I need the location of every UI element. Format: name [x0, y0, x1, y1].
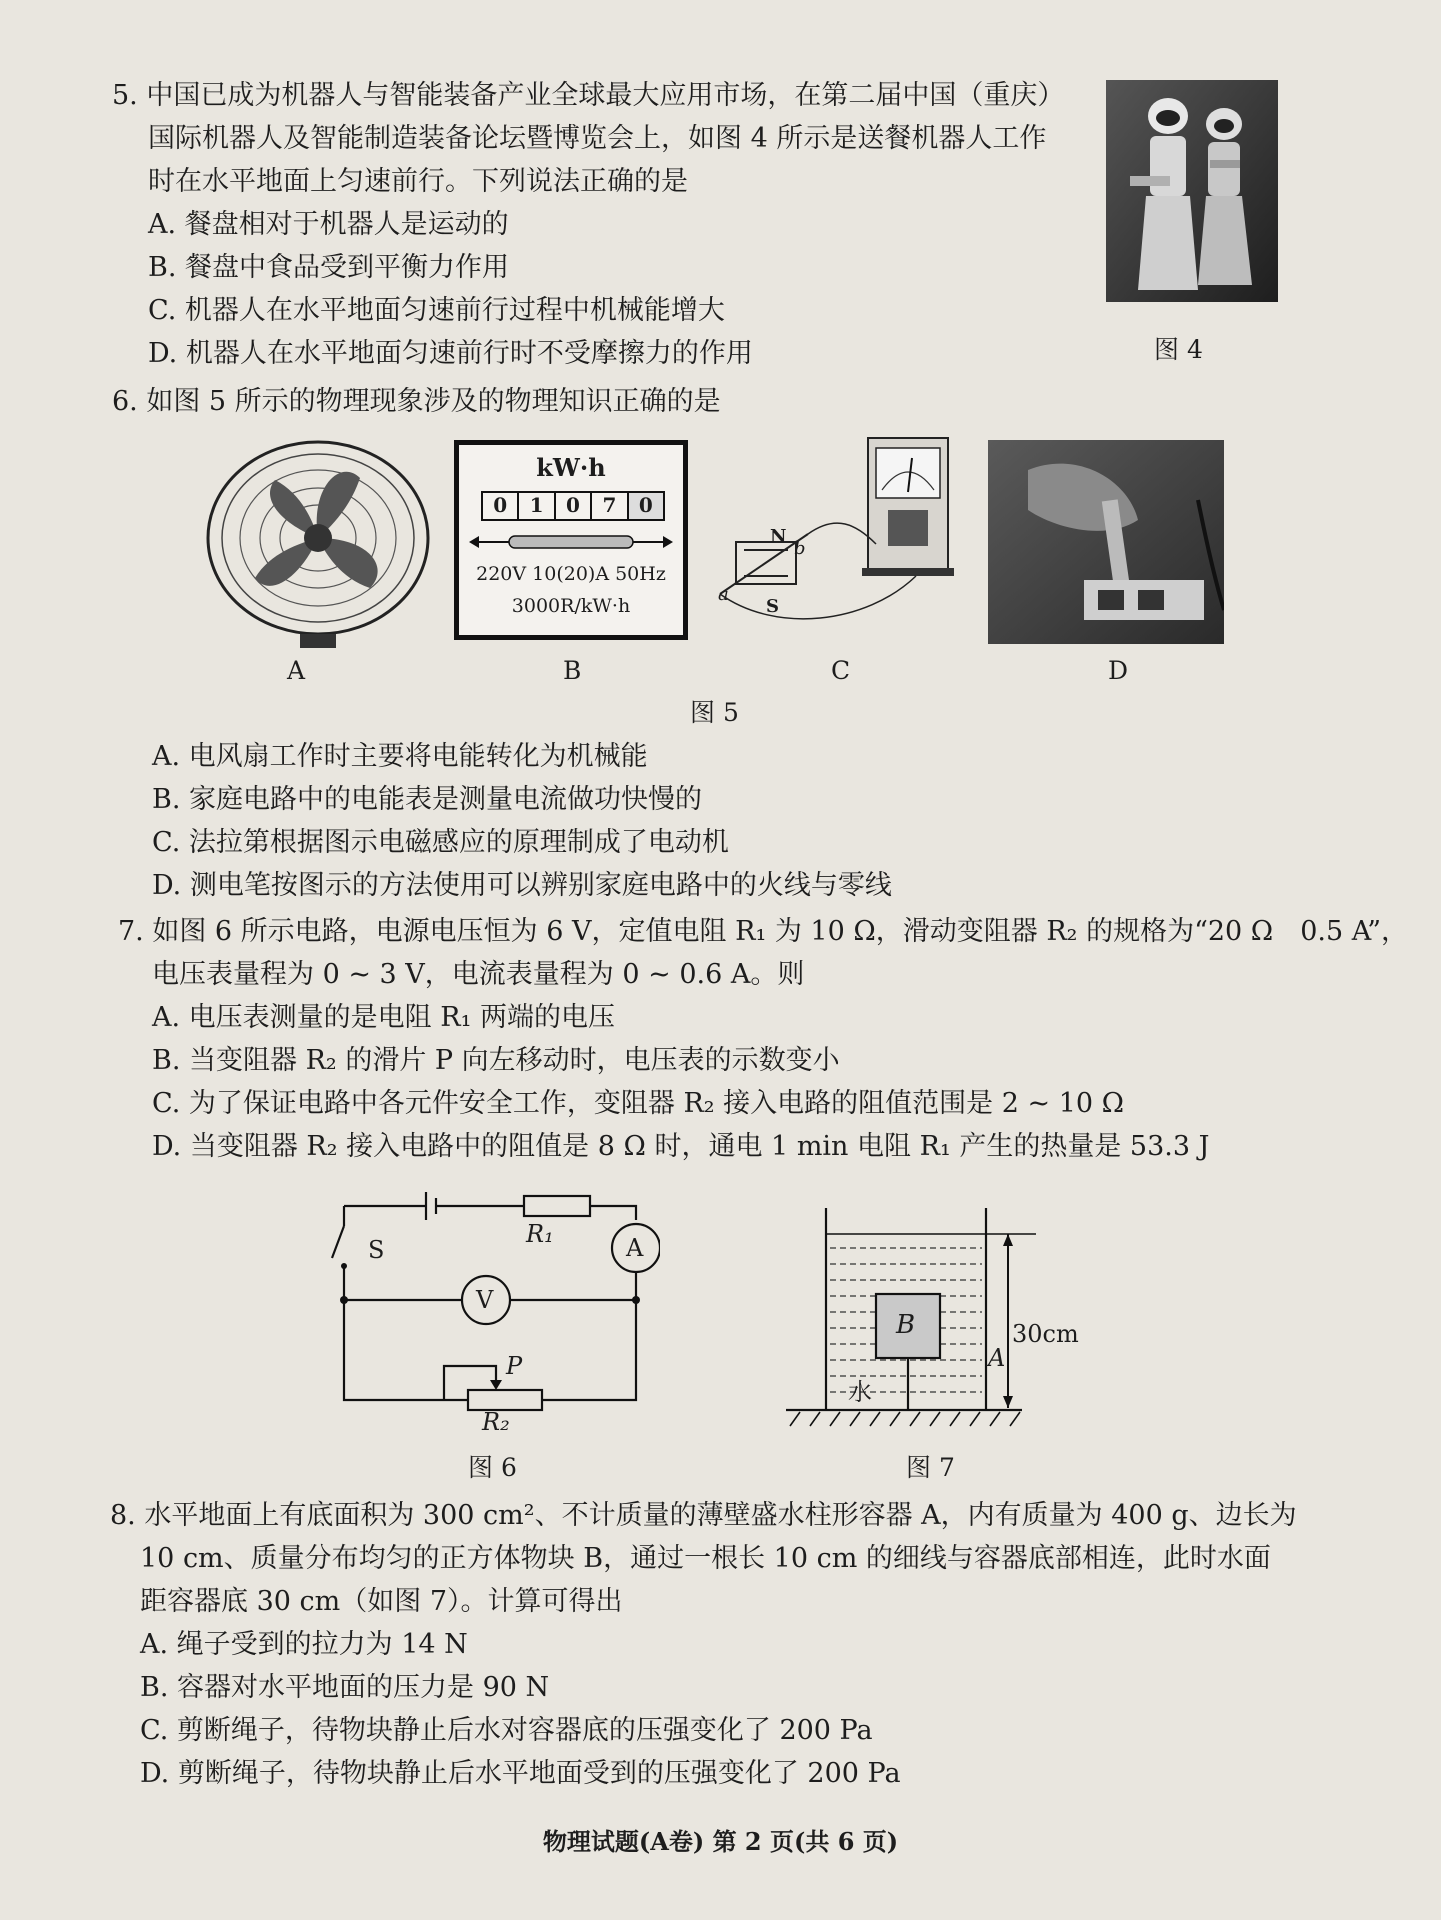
figure-5-label-d: D: [1108, 656, 1129, 685]
q7-stem-line-1: 7. 如图 6 所示电路，电源电压恒为 6 V，定值电阻 R₁ 为 10 Ω，滑动变阻器 R₂ 的规格为“20 Ω 0.5 A”，: [118, 916, 1409, 947]
q6-option-c: C. 法拉第根据图示电磁感应的原理制成了电动机: [152, 827, 729, 858]
figure-5-label-c: C: [831, 656, 851, 685]
meter-disc-icon: [469, 531, 673, 553]
magnet-n-label: N: [770, 526, 787, 547]
meter-digit: 7: [592, 493, 628, 519]
q5-option-a: A. 餐盘相对于机器人是运动的: [148, 209, 509, 240]
switch-s-label: S: [368, 1236, 385, 1264]
container-diagram: [786, 1204, 1048, 1430]
figure-5-label-a: A: [287, 656, 306, 685]
q5-stem-line-3: 时在水平地面上匀速前行。下列说法正确的是: [148, 166, 688, 197]
meter-digit: 0: [483, 493, 519, 519]
q8-option-d: D. 剪断绳子，待物块静止后水平地面受到的压强变化了 200 Pa: [140, 1758, 901, 1789]
container-a-label: A: [988, 1344, 1006, 1372]
question-5: [112, 74, 1092, 375]
magnet-s-label: S: [766, 596, 779, 617]
q7-option-b: B. 当变阻器 R₂ 的滑片 P 向左移动时，电压表的示数变小: [152, 1045, 840, 1076]
figure-5a-fan: [200, 438, 436, 650]
page-footer: 物理试题(A卷) 第 2 页(共 6 页): [542, 1827, 899, 1856]
meter-digit: 0: [629, 493, 663, 519]
voltmeter-v-label: V: [476, 1286, 494, 1314]
figure-5b-energy-meter: [454, 440, 688, 640]
figure-6-caption: 图 6: [468, 1453, 517, 1482]
robot-photo-image: [1106, 80, 1278, 302]
figure-6-circuit: [330, 1180, 660, 1436]
q7-stem-line-2: 电压表量程为 0 ~ 3 V，电流表量程为 0 ~ 0.6 A。则: [152, 959, 805, 990]
figure-7-caption: 图 7: [906, 1453, 955, 1482]
question-7: [118, 910, 1409, 1168]
q6-option-a: A. 电风扇工作时主要将电能转化为机械能: [152, 741, 648, 772]
figure-7-container: [786, 1204, 1079, 1430]
height-30cm-label: 30cm: [1012, 1320, 1079, 1348]
meter-constant: 3000R/kW·h: [511, 595, 631, 617]
q7-option-c: C. 为了保证电路中各元件安全工作，变阻器 R₂ 接入电路的阻值范围是 2 ~ 10 Ω: [152, 1088, 1125, 1119]
meter-unit: kW·h: [536, 453, 606, 482]
meter-digit: 0: [556, 493, 592, 519]
q5-option-d: D. 机器人在水平地面匀速前行时不受摩擦力的作用: [148, 338, 753, 369]
figure-5-label-b: B: [563, 656, 582, 685]
question-6: [112, 380, 1312, 423]
slider-p-label: P: [506, 1352, 523, 1380]
q5-option-c: C. 机器人在水平地面匀速前行过程中机械能增大: [148, 295, 725, 326]
meter-rating: 220V 10(20)A 50Hz: [476, 563, 666, 585]
ammeter-a-label: A: [626, 1234, 644, 1262]
figure-5d-test-pen-photo: [988, 440, 1224, 644]
meter-digits: [481, 491, 665, 521]
figure-5-caption: 图 5: [690, 698, 739, 727]
galvanometer-magnet-icon: [716, 434, 956, 640]
question-8: [110, 1494, 1360, 1795]
fan-icon: [200, 438, 436, 650]
q6-stem: 6. 如图 5 所示的物理现象涉及的物理知识正确的是: [112, 386, 721, 417]
wire-end-a-label: a: [718, 584, 729, 605]
q6-option-d: D. 测电笔按图示的方法使用可以辨别家庭电路中的火线与零线: [152, 870, 892, 901]
q8-option-c: C. 剪断绳子，待物块静止后水对容器底的压强变化了 200 Pa: [140, 1715, 873, 1746]
figure-5c-induction-apparatus: [716, 434, 956, 640]
q5-stem-line-1: 5. 中国已成为机器人与智能装备产业全球最大应用市场，在第二届中国（重庆）: [112, 80, 1065, 111]
q5-option-b: B. 餐盘中食品受到平衡力作用: [148, 252, 510, 283]
wire-end-b-label: b: [794, 538, 806, 559]
q8-option-b: B. 容器对水平地面的压力是 90 N: [140, 1672, 550, 1703]
resistor-r2-label: R₂: [482, 1408, 510, 1436]
q8-option-a: A. 绳子受到的拉力为 14 N: [140, 1629, 468, 1660]
q8-stem-line-2: 10 cm、质量分布均匀的正方体物块 B，通过一根长 10 cm 的细线与容器底部相连，此时水面: [140, 1543, 1271, 1574]
water-label: 水: [848, 1378, 872, 1406]
q8-stem-line-1: 8. 水平地面上有底面积为 300 cm²、不计质量的薄壁盛水柱形容器 A，内有质量为 400 g、边长为: [110, 1500, 1297, 1531]
q6-option-b: B. 家庭电路中的电能表是测量电流做功快慢的: [152, 784, 703, 815]
meter-digit: 1: [519, 493, 555, 519]
resistor-r1-label: R₁: [526, 1220, 554, 1248]
figure-4-caption: 图 4: [1154, 335, 1203, 364]
block-b-label: B: [896, 1310, 916, 1340]
circuit-diagram: [330, 1180, 660, 1420]
test-pen-photo-image: [988, 440, 1224, 644]
question-6-options: [140, 735, 892, 907]
figure-4-robot-photo: [1106, 80, 1278, 302]
q7-option-d: D. 当变阻器 R₂ 接入电路中的阻值是 8 Ω 时，通电 1 min 电阻 R₁ 产生的热量是 53.3 J: [152, 1131, 1210, 1162]
q8-stem-line-3: 距容器底 30 cm（如图 7）。计算可得出: [140, 1586, 623, 1617]
q7-option-a: A. 电压表测量的是电阻 R₁ 两端的电压: [152, 1002, 615, 1033]
q5-stem-line-2: 国际机器人及智能制造装备论坛暨博览会上，如图 4 所示是送餐机器人工作: [148, 123, 1047, 154]
